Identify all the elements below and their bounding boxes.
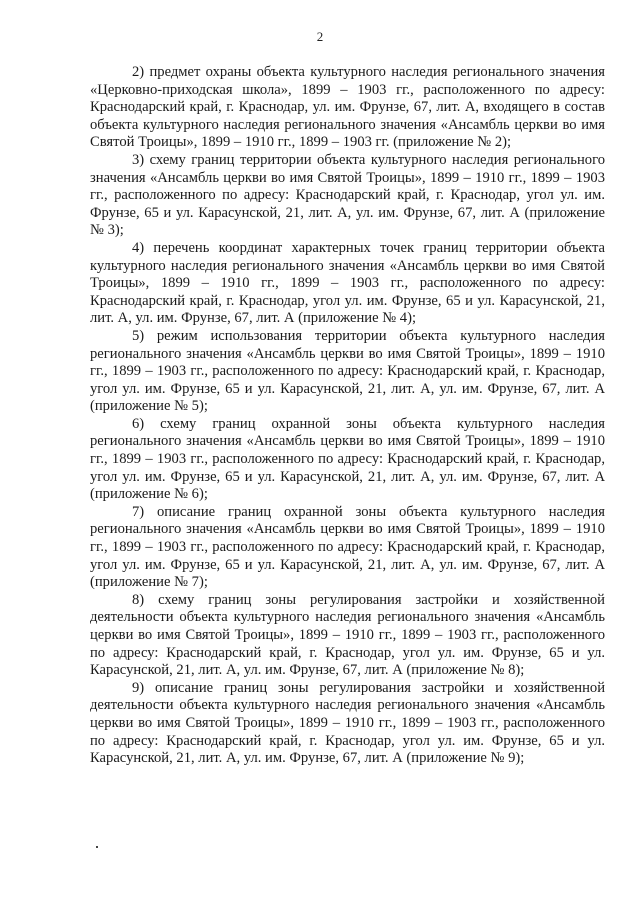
list-item-2: 2) предмет охраны объекта культурного наследия регионального значения «Церковно-приходская школа», 1899 – 1903 гг., расположенного по адресу: Краснодарский край, г. Краснодар, ул. им. Фрунзе, 67, лит. А, входящего в состав объекта культурного наследия регионального значения «Ансамбль церкви во имя Святой Троицы», 1899 – 1910 гг., 1899 – 1903 гг. (приложение № 2);	[90, 64, 605, 151]
list-item-6: 6) схему границ охранной зоны объекта культурного наследия регионального значения «Ансамбль церкви во имя Святой Троицы», 1899 – 1910 гг., 1899 – 1903 гг., расположенного по адресу: Краснодарский край, г. Краснодар, угол ул. им. Фрунзе, 65 и ул. Карасунской, 21, лит. А, ул. им. Фрунзе, 67, лит. А (приложение № 6);	[90, 415, 605, 503]
list-item-3: 3) схему границ территории объекта культурного наследия регионального значения «Ансамбль церкви во имя Святой Троицы», 1899 – 1910 гг., 1899 – 1903 гг., расположенного по адресу: Краснодарский край, г. Краснодар, угол ул. им. Фрунзе, 65 и ул. Карасунской, 21, лит. А, ул. им. Фрунзе, 67, лит. А (приложение № 3);	[90, 151, 605, 239]
list-item-9: 9) описание границ зоны регулирования застройки и хозяйственной деятельности объекта культурного наследия регионального значения «Ансамбль церкви во имя Святой Троицы», 1899 – 1910 гг., 1899 – 1903 гг., расположенного по адресу: Краснодарский край, г. Краснодар, угол ул. им. Фрунзе, 65 и ул. Карасунской, 21, лит. А, ул. им. Фрунзе, 67, лит. А (приложение № 9);	[90, 679, 605, 767]
list-item-8: 8) схему границ зоны регулирования застройки и хозяйственной деятельности объекта культурного наследия регионального значения «Ансамбль церкви во имя Святой Троицы», 1899 – 1910 гг., 1899 – 1903 гг., расположенного по адресу: Краснодарский край, г. Краснодар, угол ул. им. Фрунзе, 65 и ул. Карасунской, 21, лит. А, ул. им. Фрунзе, 67, лит. А (приложение № 8);	[90, 591, 605, 679]
page-number: 2	[316, 29, 324, 44]
list-item-7: 7) описание границ охранной зоны объекта культурного наследия регионального значения «Ансамбль церкви во имя Святой Троицы», 1899 – 1910 гг., 1899 – 1903 гг., расположенного по адресу: Краснодарский край, г. Краснодар, угол ул. им. Фрунзе, 65 и ул. Карасунской, 21, лит. А, ул. им. Фрунзе, 67, лит. А (приложение № 7);	[90, 503, 605, 591]
list-item-5: 5) режим использования территории объекта культурного наследия регионального значения «Ансамбль церкви во имя Святой Троицы», 1899 – 1910 гг., 1899 – 1903 гг., расположенного по адресу: Краснодарский край, г. Краснодар, угол ул. им. Фрунзе, 65 и ул. Карасунской, 21, лит. А, ул. им. Фрунзе, 67, лит. А (приложение № 5);	[90, 327, 605, 415]
scan-speck	[96, 846, 98, 848]
list-item-4: 4) перечень координат характерных точек границ территории объекта культурного наследия регионального значения «Ансамбль церкви во имя Святой Троицы», 1899 – 1910 гг., 1899 – 1903 гг., расположенного по адресу: Краснодарский край, г. Краснодар, угол ул. им. Фрунзе, 65 и ул. Карасунской, 21, лит. А, ул. им. Фрунзе, 67, лит. А (приложение № 4);	[90, 239, 605, 327]
document-body	[90, 64, 605, 768]
